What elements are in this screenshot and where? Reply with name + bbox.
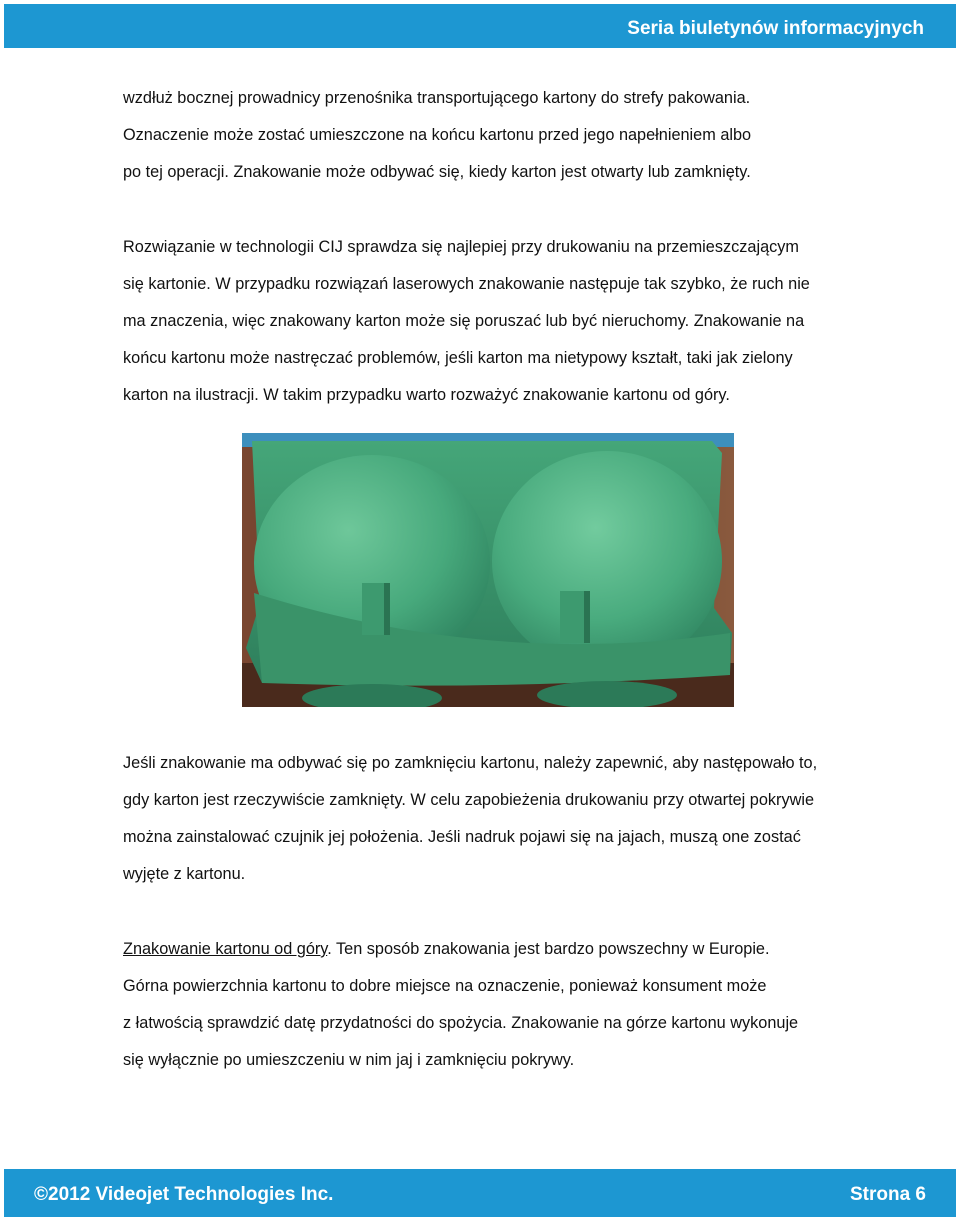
page-number: Strona 6	[849, 1184, 926, 1205]
paragraph-3	[123, 745, 913, 893]
paragraph-line: gdy karton jest rzeczywiście zamknięty. W celu zapobieżenia drukowaniu przy otwartej pokrywie	[123, 791, 815, 809]
paragraph-line: końcu kartonu może nastręczać problemów, jeśli karton ma nietypowy kształt, taki jak zielony	[123, 349, 793, 367]
paragraph-4	[123, 931, 913, 1079]
paragraph-line: się wyłącznie po umieszczeniu w nim jaj i zamknięciu pokrywy.	[123, 1051, 575, 1069]
egg-carton-photo	[242, 433, 734, 707]
paragraph-line: się kartonie. W przypadku rozwiązań laserowych znakowanie następuje tak szybko, że ruch nie	[123, 275, 810, 293]
section-heading: Znakowanie kartonu od góry	[123, 940, 328, 958]
paragraph-line: można zainstalować czujnik jej położenia. Jeśli nadruk pojawi się na jajach, muszą one zostać	[123, 828, 801, 846]
paragraph-line: Rozwiązanie w technologii CIJ sprawdza się najlepiej przy drukowaniu na przemieszczającym	[123, 238, 799, 256]
heading-continuation: . Ten sposób znakowania jest bardzo powszechny w Europie.	[327, 940, 770, 958]
paragraph-line: Jeśli znakowanie ma odbywać się po zamknięciu kartonu, należy zapewnić, aby następowało to,	[123, 754, 818, 772]
paragraph-line: po tej operacji. Znakowanie może odbywać się, kiedy karton jest otwarty lub zamknięty.	[123, 163, 751, 181]
paragraph-line: wyjęte z kartonu.	[123, 865, 246, 883]
header-bar	[4, 4, 956, 48]
series-title: Seria biuletynów informacyjnych	[627, 18, 924, 39]
footer-bar	[4, 1169, 956, 1217]
paragraph-line: karton na ilustracji. W takim przypadku warto rozważyć znakowanie kartonu od góry.	[123, 386, 730, 404]
paragraph-line: ma znaczenia, więc znakowany karton może się poruszać lub być nieruchomy. Znakowanie na	[123, 312, 805, 330]
paragraph-1	[123, 80, 913, 191]
egg-carton-illustration	[242, 433, 734, 707]
paragraph-line: z łatwością sprawdzić datę przydatności do spożycia. Znakowanie na górze kartonu wykonuje	[123, 1014, 799, 1032]
paragraph-2	[123, 229, 913, 414]
paragraph-line: Górna powierzchnia kartonu to dobre miejsce na oznaczenie, ponieważ konsument może	[123, 977, 767, 995]
paragraph-line: Oznaczenie może zostać umieszczone na końcu kartonu przed jego napełnieniem albo	[123, 126, 752, 144]
paragraph-line: wzdłuż bocznej prowadnicy przenośnika transportującego kartony do strefy pakowania.	[123, 89, 751, 107]
paragraph-first-line	[123, 931, 913, 968]
copyright-text: ©2012 Videojet Technologies Inc.	[34, 1184, 334, 1205]
